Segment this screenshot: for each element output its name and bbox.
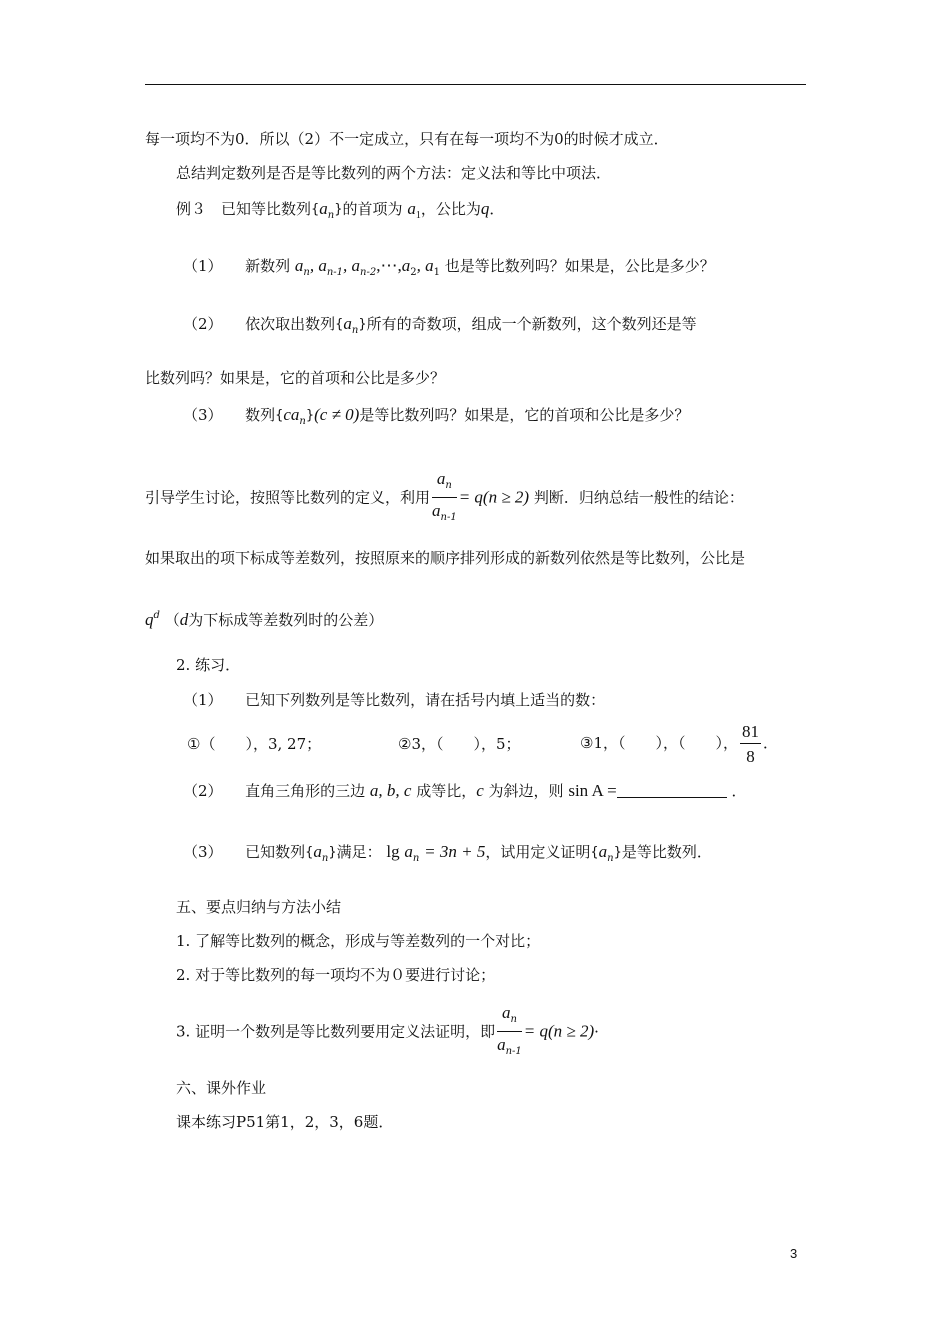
summary-item-1: 1. 了解等比数列的概念，形成与等差数列的一个对比；	[176, 932, 541, 950]
question-3: （3） 数列$\{ca_n\}(c \ne 0)$是等比数列吗？如果是，它的首项和公比是多少？	[183, 405, 690, 427]
summary-item-2: 2. 对于等比数列的每一项均不为０要进行讨论；	[176, 966, 496, 984]
practice-1b: ②3，（ ），5；	[398, 735, 521, 753]
qd-line: $q^d$ （d为下标成等差数列时的公差）	[145, 610, 384, 629]
section-6-heading: 六、课外作业	[176, 1079, 267, 1097]
header-rule	[145, 84, 806, 85]
practice-title: 2. 练习．	[176, 656, 241, 674]
practice-3: （3） 已知数列$\{a_n\}$满足： $\lg a_n = 3n + 5$，试用定义证明$\{a_n\}$是等比数列．	[183, 842, 712, 864]
practice-2: （2） 直角三角形的三边 a, b, c 成等比，c 为斜边，则 sin A = ．	[183, 781, 747, 800]
answer-blank	[617, 783, 727, 798]
summary-line: 总结判定数列是否是等比数列的两个方法：定义法和等比中项法．	[176, 164, 612, 182]
question-2-cont: 比数列吗？如果是，它的首项和公比是多少？	[145, 369, 446, 387]
page-number: 3	[790, 1246, 798, 1261]
homework-line: 课本练习P51第1，2，3，6题．	[176, 1113, 394, 1131]
text-line: 每一项均不为0．所以（2）不一定成立，只有在每一项均不为0的时候才成立．	[145, 130, 669, 148]
practice-1: （1） 已知下列数列是等比数列，请在括号内填上适当的数：	[183, 691, 606, 709]
summary-item-3: 3. 证明一个数列是等比数列要用定义法证明，即 $\frac{a_n}{a_{n-1}}$ = q(n ≥ 2)·	[176, 1003, 599, 1057]
conclusion-line: 如果取出的项下标成等差数列，按照原来的顺序排列形成的新数列依然是等比数列，公比是	[145, 549, 746, 567]
section-5-heading: 五、要点归纳与方法小结	[176, 898, 342, 916]
example-3: 例３ 已知等比数列$\{a_n\}$的首项为 $a_1$，公比为q．	[176, 199, 505, 221]
guide-line: 引导学生讨论，按照等比数列的定义，利用 $\frac{a_n}{a_{n-1}}$ = q(n ≥ 2) 判断．归纳总结一般性的结论：	[145, 469, 744, 523]
practice-1c: ③1，（ ），（ ）， $\frac{81}{8}$ ．	[580, 721, 779, 766]
practice-1a: ①（ ），3, 27；	[187, 735, 322, 753]
question-1: （1） 新数列 $a_n$, $a_{n-1}$, $a_{n-2},\cdots,a_2$, $a_1$ 也是等比数列吗？如果是，公比是多少？	[183, 256, 715, 278]
question-2: （2） 依次取出数列$\{a_n\}$所有的奇数项，组成一个新数列，这个数列还是等	[183, 314, 697, 336]
